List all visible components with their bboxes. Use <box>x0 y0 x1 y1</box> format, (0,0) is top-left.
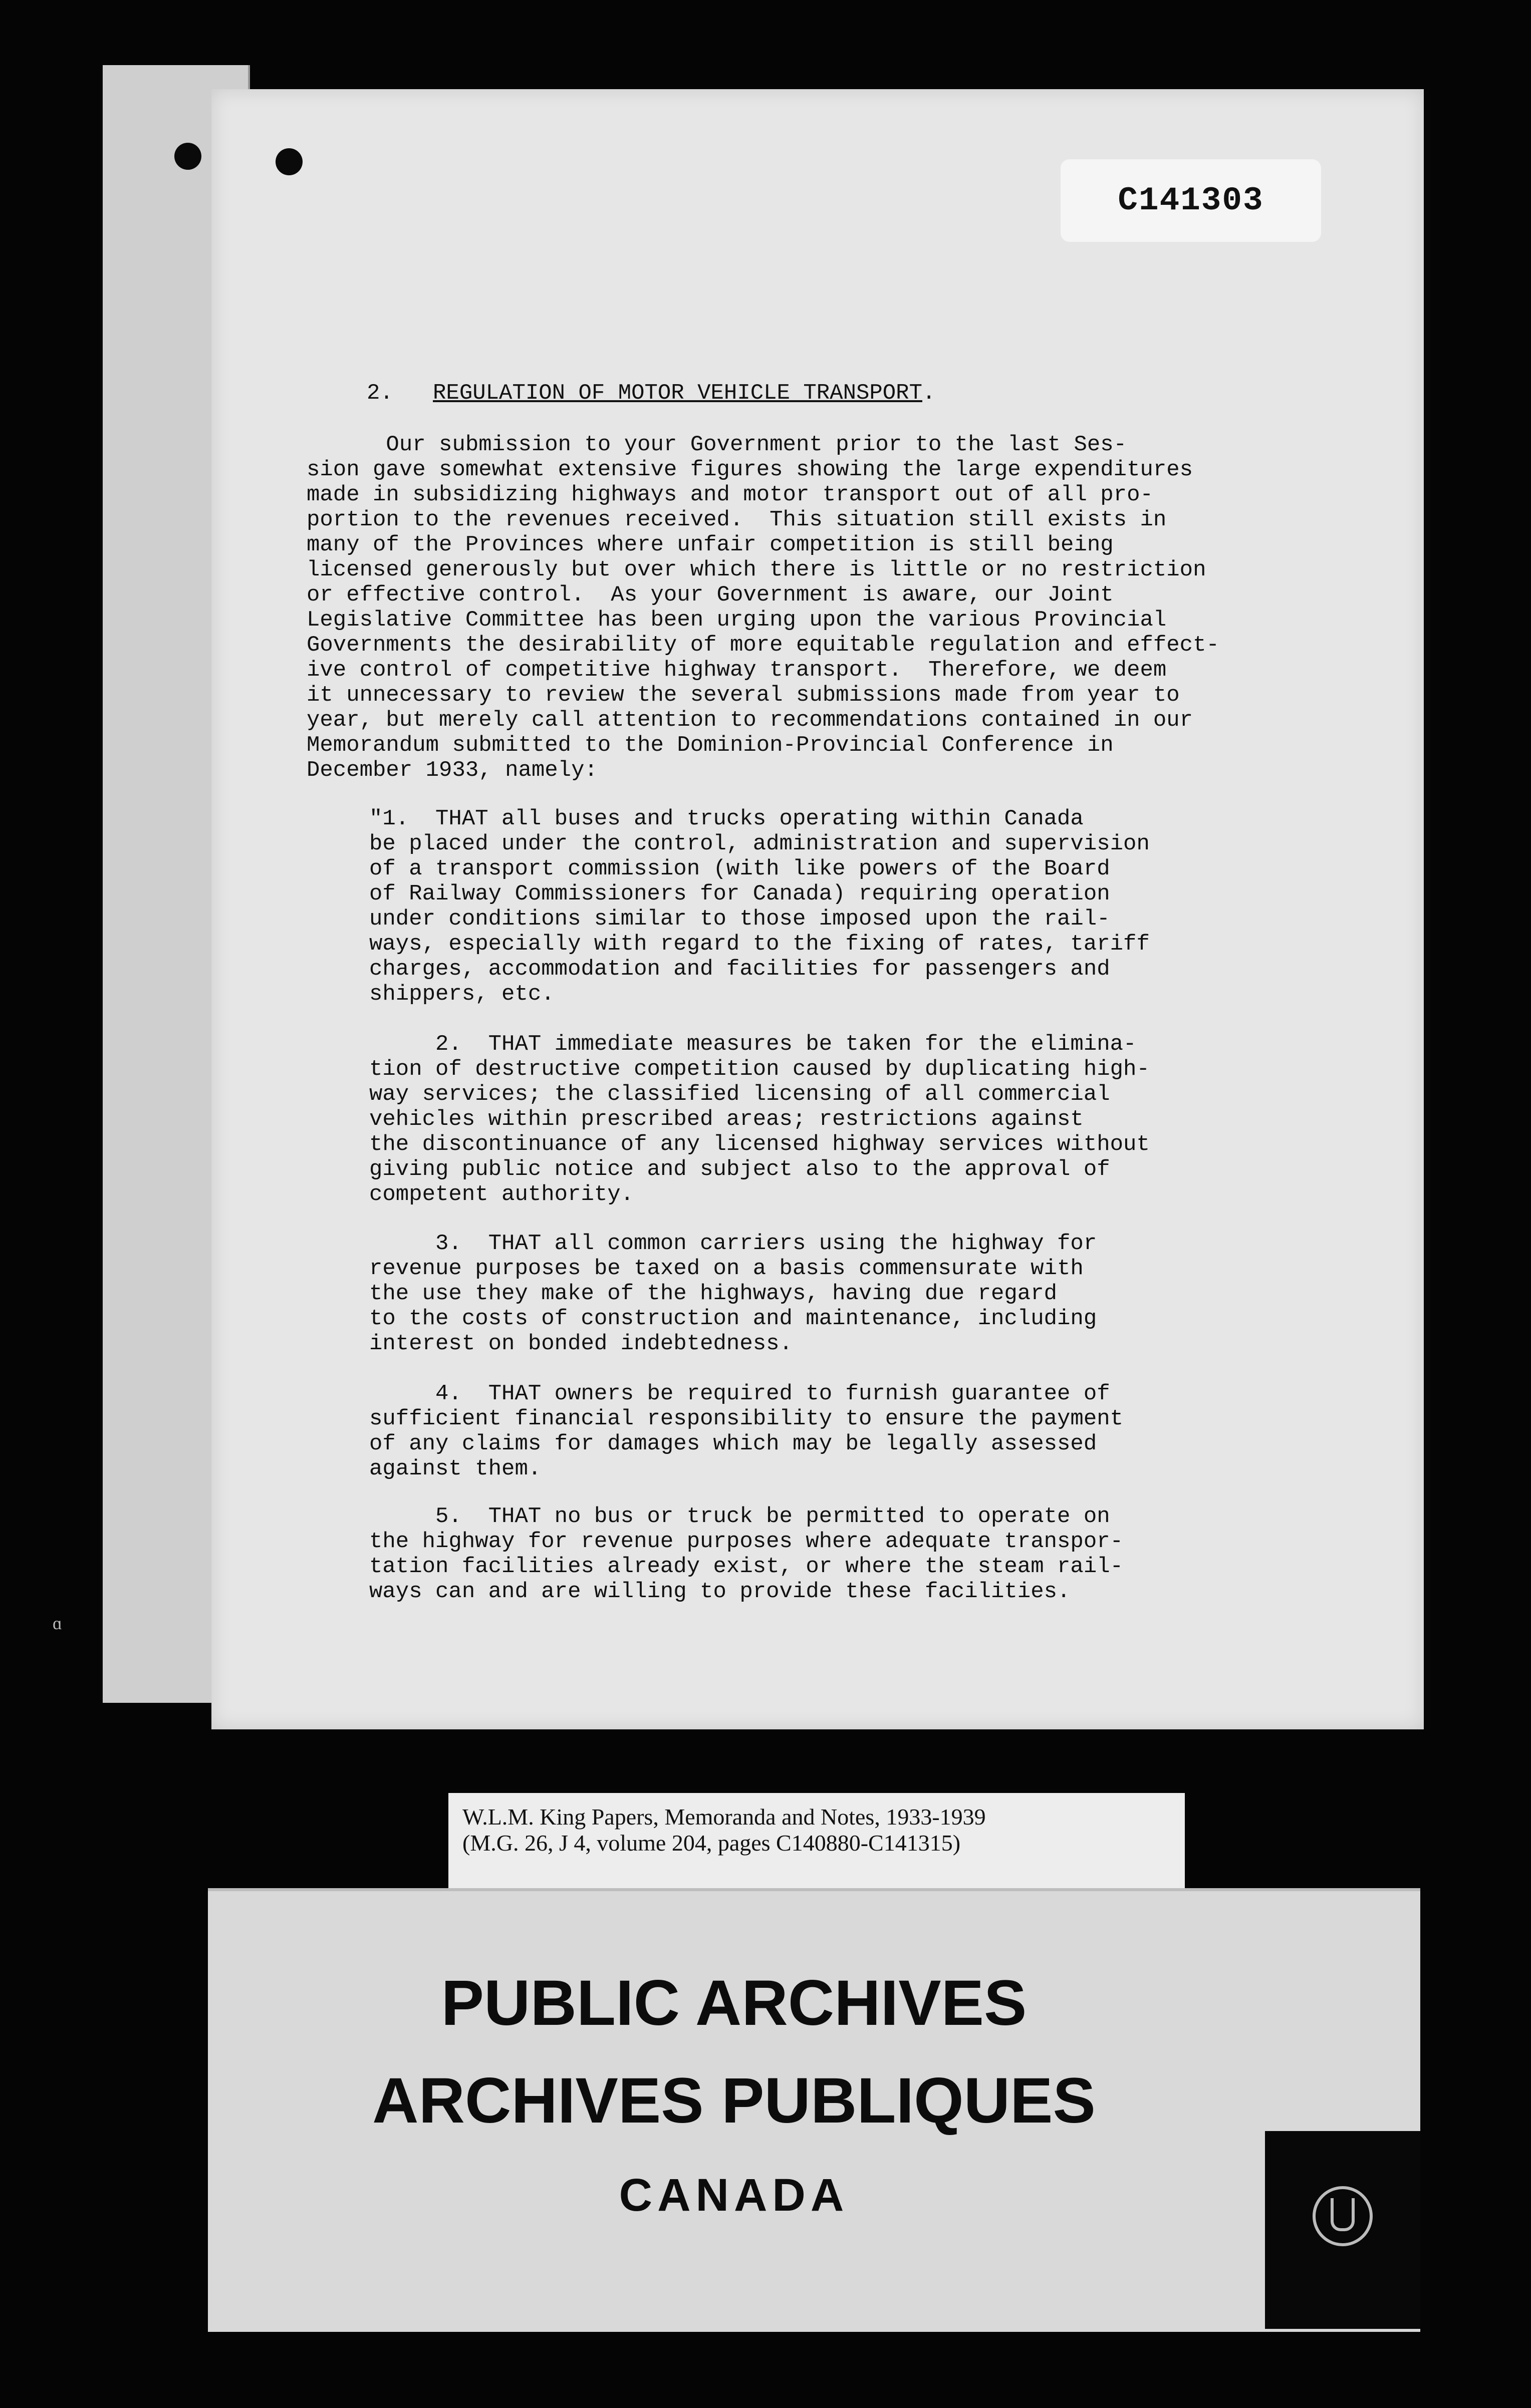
text-line: way services; the classified licensing of all commercial <box>369 1082 1110 1107</box>
text-line: ways can and are willing to provide these facilities. <box>369 1579 1071 1604</box>
text-line: many of the Provinces where unfair competition is still being <box>307 532 1114 557</box>
document-page <box>211 89 1424 1729</box>
text-line: Governments the desirability of more equitable regulation and effect- <box>307 633 1219 658</box>
section-heading <box>367 381 935 406</box>
section-number: 2. <box>367 381 393 406</box>
text-line: revenue purposes be taxed on a basis commensurate with <box>369 1256 1084 1281</box>
archives-country: CANADA <box>619 2170 849 2221</box>
text-line: the discontinuance of any licensed highway services without <box>369 1132 1150 1157</box>
text-line: the highway for revenue purposes where adequate transpor- <box>369 1529 1124 1554</box>
text-line: sufficient financial responsibility to ensure the payment <box>369 1406 1124 1431</box>
text-line: 3. THAT all common carriers using the highway for <box>369 1231 1097 1256</box>
text-line: charges, accommodation and facilities for passengers and <box>369 957 1110 982</box>
text-line: portion to the revenues received. This situation still exists in <box>307 507 1167 532</box>
recommendation-4 <box>369 1381 1123 1481</box>
text-line: sion gave somewhat extensive figures showing the large expenditures <box>307 457 1193 482</box>
text-line: of Railway Commissioners for Canada) requiring operation <box>369 881 1110 907</box>
text-line: vehicles within prescribed areas; restrictions against <box>369 1107 1084 1132</box>
punch-hole <box>276 148 303 175</box>
document-number: C141303 <box>1118 182 1264 219</box>
text-line: December 1933, namely: <box>307 758 598 783</box>
text-line: "1. THAT all buses and trucks operating within Canada <box>369 806 1084 831</box>
section-title-period: . <box>922 381 936 406</box>
text-line: ive control of competitive highway transport. Therefore, we deem <box>307 658 1167 683</box>
text-line: of a transport commission (with like powers of the Board <box>369 856 1110 881</box>
text-line: 2. THAT immediate measures be taken for the elimina- <box>369 1032 1137 1057</box>
text-line: against them. <box>369 1456 542 1481</box>
recommendation-5 <box>369 1504 1123 1604</box>
text-line: Our submission to your Government prior to the last Ses- <box>307 432 1127 457</box>
archives-title-fr: ARCHIVES PUBLIQUES <box>372 2065 1096 2137</box>
punch-hole-left <box>174 143 201 170</box>
recommendation-2 <box>369 1032 1150 1207</box>
text-line: ways, especially with regard to the fixing of rates, tariff <box>369 932 1150 957</box>
text-line: Legislative Committee has been urging upon the various Provincial <box>307 608 1167 633</box>
text-line: it unnecessary to review the several submissions made from year to <box>307 683 1180 708</box>
text-line: licensed generously but over which there is little or no restriction <box>307 557 1206 582</box>
archives-title-en: PUBLIC ARCHIVES <box>441 1967 1027 2039</box>
citation-line-2: (M.G. 26, J 4, volume 204, pages C140880-C141315) <box>462 1830 961 1856</box>
text-line: made in subsidizing highways and motor transport out of all pro- <box>307 482 1153 507</box>
text-line: tion of destructive competition caused by duplicating high- <box>369 1057 1150 1082</box>
archives-card <box>208 1888 1420 2332</box>
text-line: competent authority. <box>369 1182 634 1207</box>
text-line: tation facilities already exist, or where the steam rail- <box>369 1554 1124 1579</box>
section-title: REGULATION OF MOTOR VEHICLE TRANSPORT <box>433 381 922 406</box>
archives-logo <box>1265 2131 1420 2329</box>
text-line: or effective control. As your Government is aware, our Joint <box>307 582 1114 608</box>
text-line: shippers, etc. <box>369 982 555 1007</box>
text-line: under conditions similar to those imposed upon the rail- <box>369 907 1110 932</box>
text-line: year, but merely call attention to recommendations contained in our <box>307 708 1193 733</box>
text-line: interest on bonded indebtedness. <box>369 1331 793 1356</box>
citation-line-1: W.L.M. King Papers, Memoranda and Notes, 1933-1939 <box>462 1804 986 1830</box>
document-number-stamp <box>1061 159 1321 242</box>
text-line: be placed under the control, administration and supervision <box>369 831 1150 856</box>
archives-emblem-icon <box>1313 2186 1373 2246</box>
citation-label <box>448 1793 1185 1888</box>
text-line: to the costs of construction and maintenance, including <box>369 1306 1097 1331</box>
text-line: the use they make of the highways, having due regard <box>369 1281 1058 1306</box>
text-line: Memorandum submitted to the Dominion-Provincial Conference in <box>307 733 1114 758</box>
text-line: 5. THAT no bus or truck be permitted to operate on <box>369 1504 1110 1529</box>
recommendation-1 <box>369 806 1150 1007</box>
text-line: 4. THAT owners be required to furnish guarantee of <box>369 1381 1110 1406</box>
text-line: of any claims for damages which may be legally assessed <box>369 1431 1097 1456</box>
edge-mark: ɑ <box>53 1613 62 1633</box>
text-line: giving public notice and subject also to the approval of <box>369 1157 1110 1182</box>
recommendation-3 <box>369 1231 1097 1356</box>
intro-paragraph <box>307 432 1219 783</box>
